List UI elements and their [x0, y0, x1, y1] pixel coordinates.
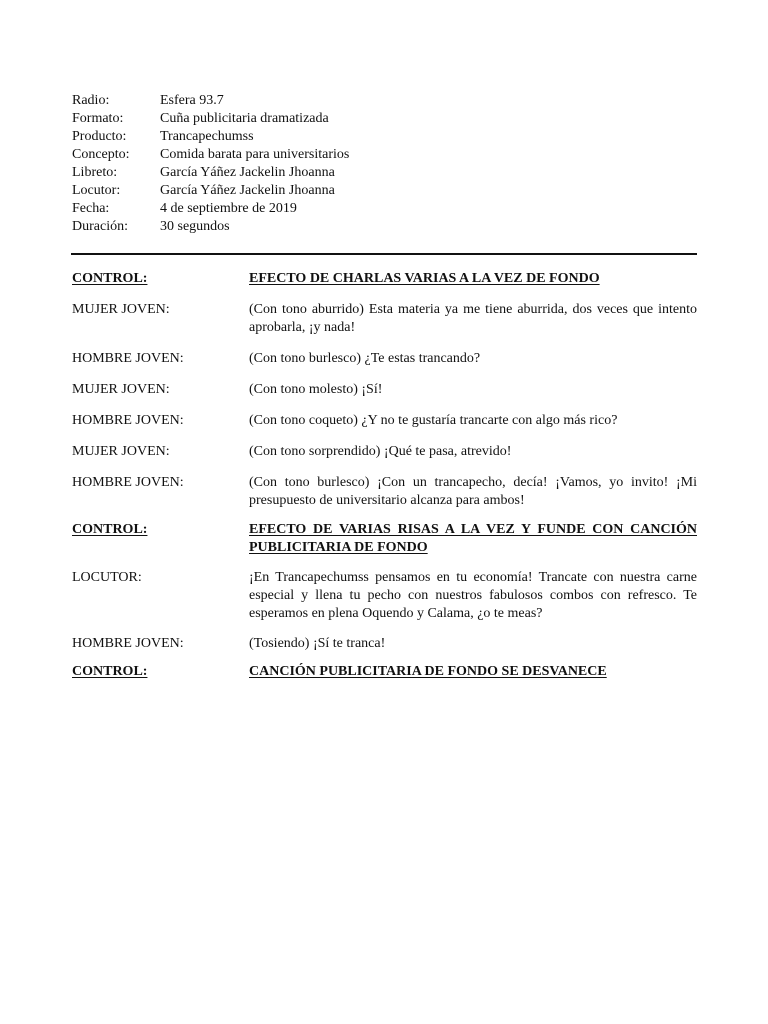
dialogue-text: (Con tono sorprendido) ¡Qué te pasa, atrevido! [249, 444, 512, 459]
dialogue-text: EFECTO DE CHARLAS VARIAS A LA VEZ DE FONDO [249, 271, 600, 286]
script-line [72, 569, 697, 623]
header-value: Esfera 93.7 [160, 93, 224, 108]
script-line-control [72, 521, 697, 557]
dialogue-text: EFECTO DE VARIAS RISAS A LA VEZ Y FUNDE CON CANCIÓN PUBLICITARIA DE FONDO [249, 522, 697, 555]
speaker-label: HOMBRE JOVEN: [72, 475, 184, 490]
header-row-producto [72, 128, 632, 146]
header-row-locutor [72, 182, 632, 200]
speaker-label: MUJER JOVEN: [72, 444, 170, 459]
header-value: 4 de septiembre de 2019 [160, 201, 297, 216]
dialogue-text: (Con tono burlesco) ¡Con un trancapecho, decía! ¡Vamos, yo invito! ¡Mi presupuesto de universitario alcanza para ambos! [249, 475, 697, 508]
header-label: Producto: [72, 129, 127, 144]
header-value: Cuña publicitaria dramatizada [160, 111, 329, 126]
speaker-label: HOMBRE JOVEN: [72, 351, 184, 366]
dialogue-text: (Con tono aburrido) Esta materia ya me tiene aburrida, dos veces que intento aprobarla, ¡y nada! [249, 302, 697, 335]
script-line [72, 474, 697, 510]
header-row-fecha [72, 200, 632, 218]
speaker-label: MUJER JOVEN: [72, 302, 170, 317]
header-value: 30 segundos [160, 219, 230, 234]
script-line [72, 381, 697, 399]
header-row-libreto [72, 164, 632, 182]
script-line [72, 635, 697, 653]
header-label: Libreto: [72, 165, 118, 180]
dialogue-text: ¡En Trancapechumss pensamos en tu economía! Trancate con nuestra carne especial y llena tu pecho con nuestros fabulosos combos con refresco. Te esperamos en plena Oquendo y Calama, ¿o te meas? [249, 570, 697, 621]
script-line-control [72, 663, 697, 681]
speaker-label: MUJER JOVEN: [72, 382, 170, 397]
script-line [72, 443, 697, 461]
header-row-radio [72, 92, 632, 110]
dialogue-text: CANCIÓN PUBLICITARIA DE FONDO SE DESVANECE [249, 664, 607, 679]
header-row-concepto [72, 146, 632, 164]
script-line [72, 301, 697, 337]
header-value: Trancapechumss [160, 129, 254, 144]
header-value: Comida barata para universitarios [160, 147, 350, 162]
speaker-label: CONTROL: [72, 522, 148, 537]
header-row-formato [72, 110, 632, 128]
header-row-duracion [72, 218, 632, 236]
speaker-label: HOMBRE JOVEN: [72, 636, 184, 651]
dialogue-text: (Tosiendo) ¡Sí te tranca! [249, 636, 386, 651]
speaker-label: LOCUTOR: [72, 570, 142, 585]
header-value: García Yáñez Jackelin Jhoanna [160, 183, 335, 198]
script-line [72, 350, 697, 368]
speaker-label: CONTROL: [72, 271, 148, 286]
header-label: Radio: [72, 93, 110, 108]
dialogue-text: (Con tono coqueto) ¿Y no te gustaría trancarte con algo más rico? [249, 413, 618, 428]
speaker-label: CONTROL: [72, 664, 148, 679]
header-label: Locutor: [72, 183, 121, 198]
script-header [72, 92, 632, 236]
script-body [72, 270, 697, 681]
script-line-control [72, 270, 697, 288]
header-value: García Yáñez Jackelin Jhoanna [160, 165, 335, 180]
header-label: Fecha: [72, 201, 110, 216]
script-line [72, 412, 697, 430]
header-label: Duración: [72, 219, 128, 234]
dialogue-text: (Con tono molesto) ¡Sí! [249, 382, 383, 397]
dialogue-text: (Con tono burlesco) ¿Te estas trancando? [249, 351, 481, 366]
header-label: Concepto: [72, 147, 130, 162]
speaker-label: HOMBRE JOVEN: [72, 413, 184, 428]
header-divider [71, 253, 697, 255]
header-label: Formato: [72, 111, 124, 126]
